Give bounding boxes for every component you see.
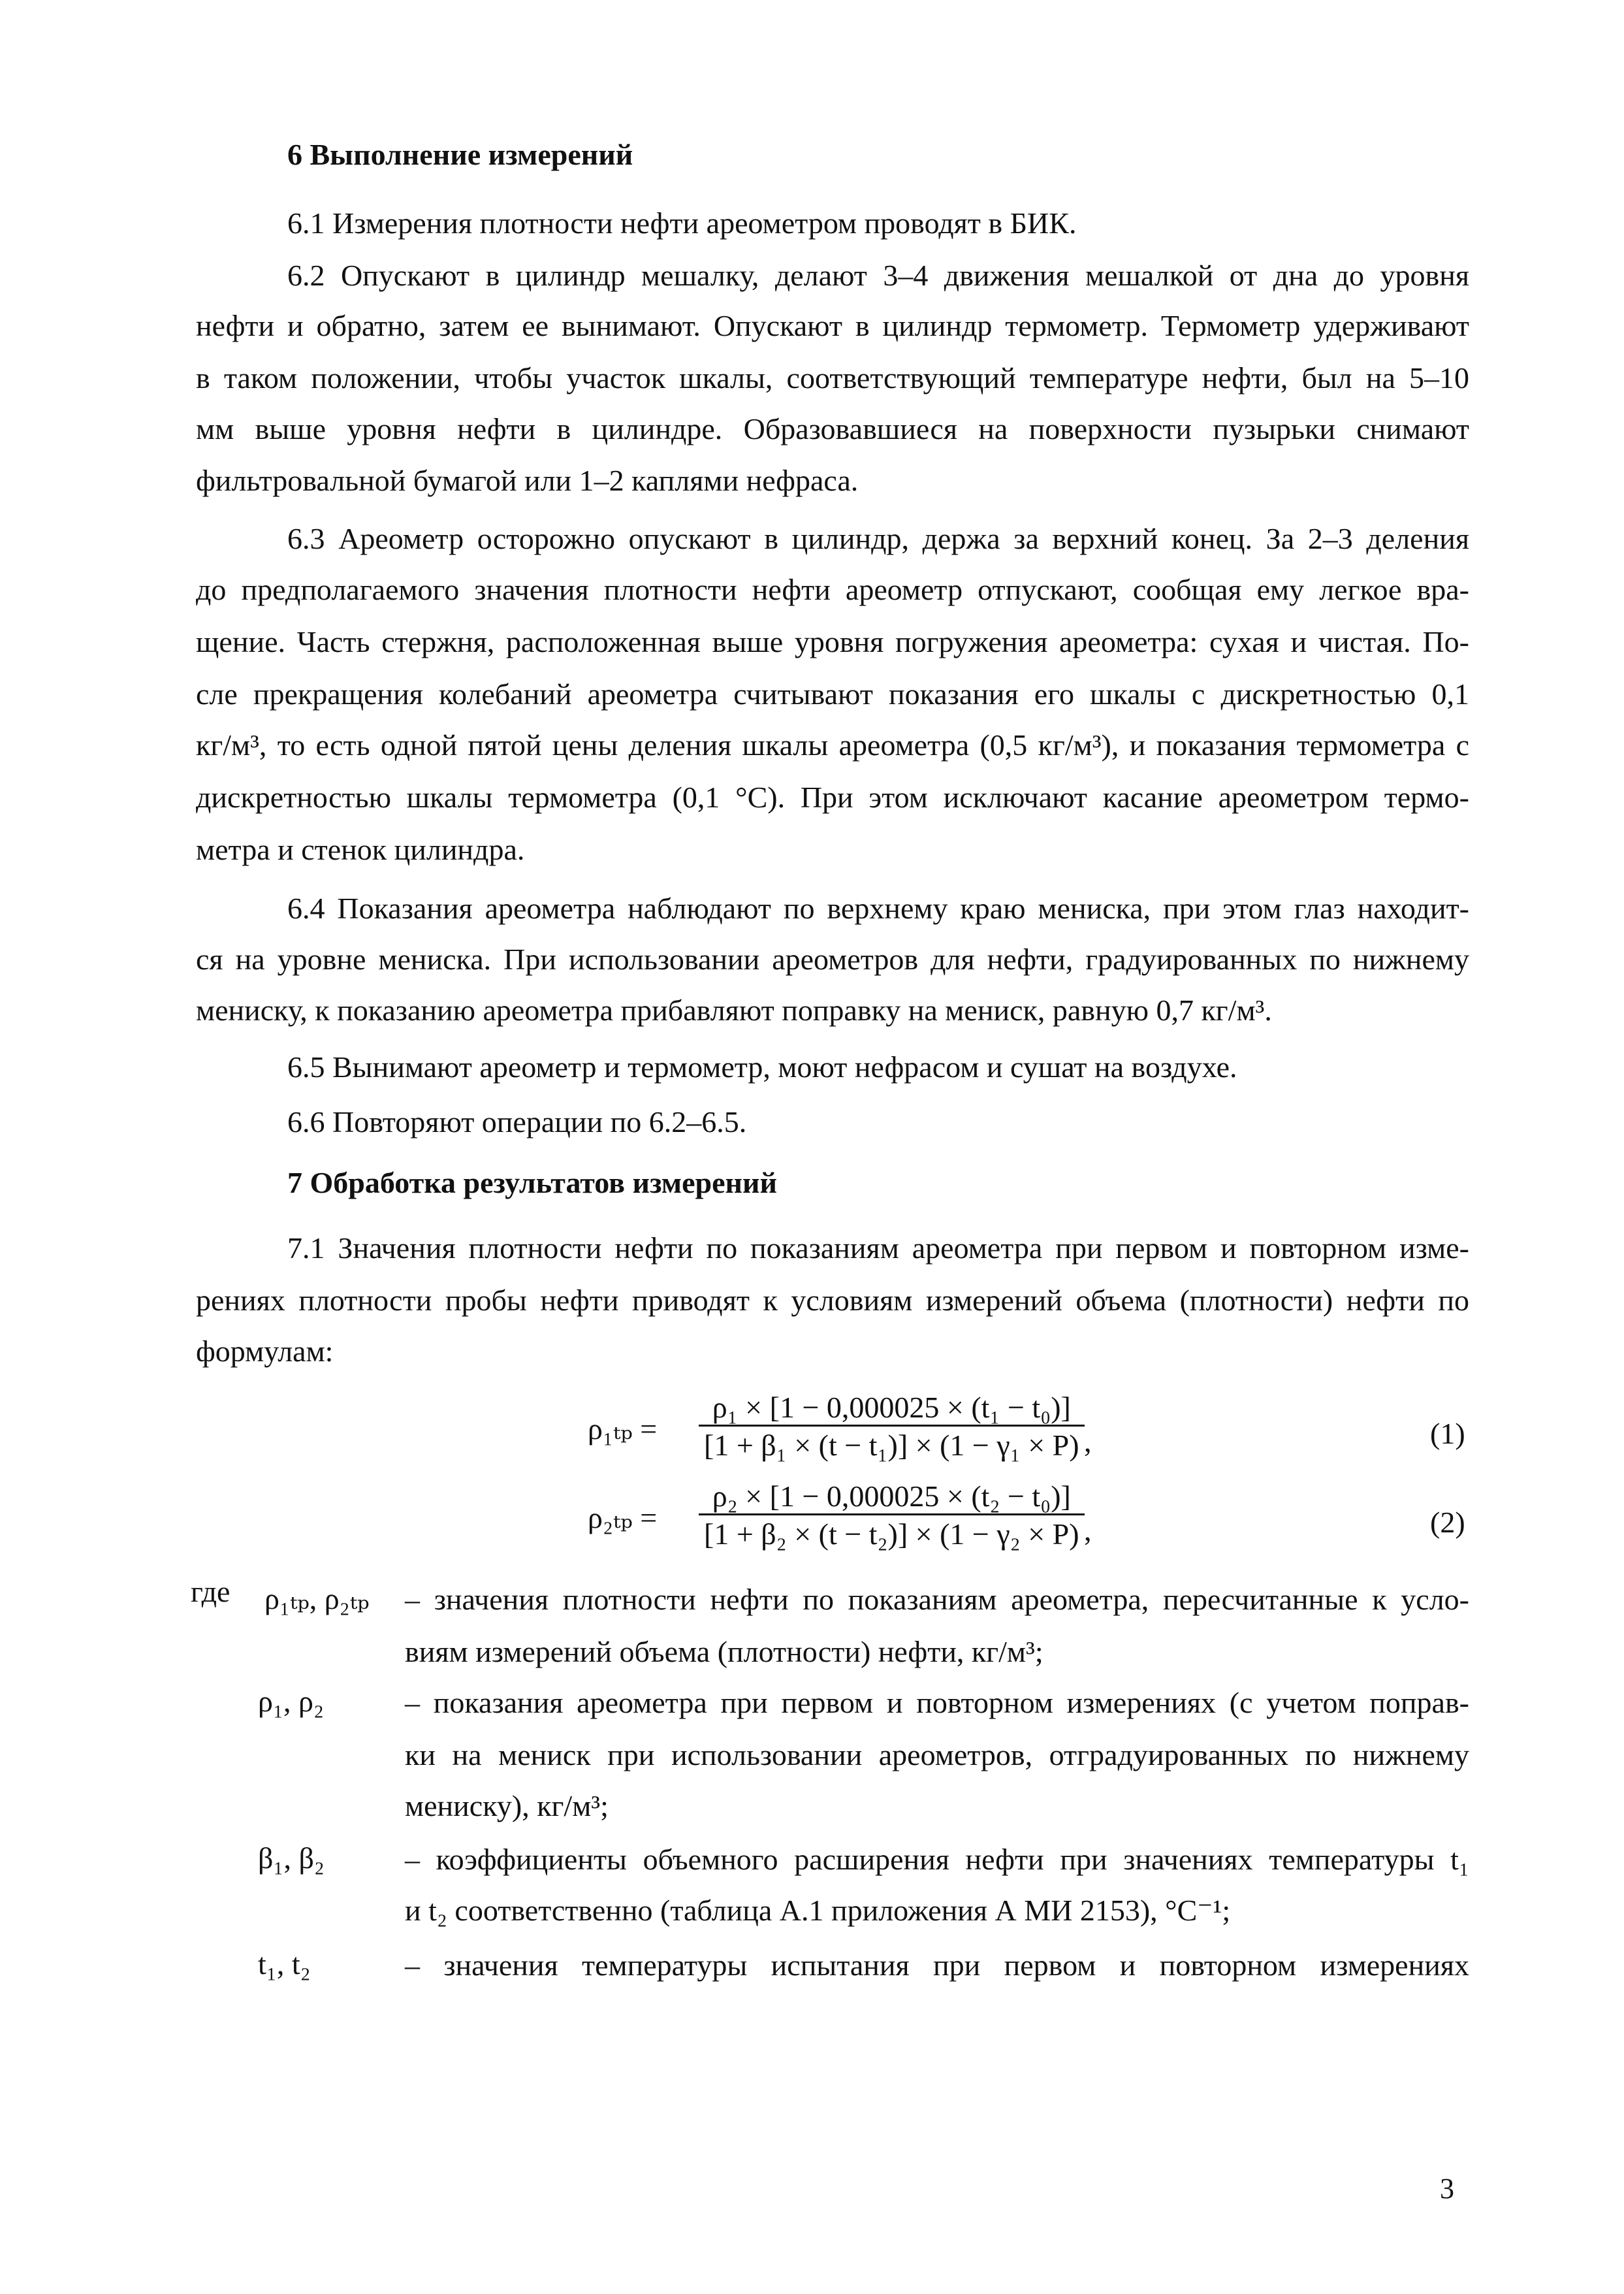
formula-1-tail: , [1084,1425,1092,1458]
page-number: 3 [1440,2173,1454,2205]
paragraph-6-6: 6.6 Повторяют операции по 6.2–6.5. [287,1105,747,1139]
paragraph-6-3-line-2: до предполагаемого значения плотности нефти ареометр отпускают, сообщая ему легкое вра- [196,573,1469,606]
paragraph-6-2-line-3: в таком положении, чтобы участок шкалы, соответствующий температуре нефти, был на 5–10 [196,361,1469,395]
formula-1-numerator: ρ₁ × [1 − 0,000025 × (t₁ − t₀)] [712,1391,1071,1424]
formula-2-numerator: ρ₂ × [1 − 0,000025 × (t₂ − t₀)] [712,1479,1071,1513]
paragraph-6-3-line-7: метра и стенок цилиндра. [196,833,525,866]
paragraph-6-3-line-6: дискретностью шкалы термометра (0,1 °С). При этом исключают касание ареометром термо- [196,781,1469,814]
definition-symbol-t: t₁, t₂ [258,1947,311,1980]
paragraph-6-2-line-4: мм выше уровня нефти в цилиндре. Образовавшиеся на поверхности пузырьки снимают [196,412,1469,445]
paragraph-6-3-line-1: 6.3 Ареометр осторожно опускают в цилиндр, держа за верхний конец. За 2–3 деления [287,522,1469,555]
paragraph-6-3-line-3: щение. Часть стержня, расположенная выше уровня погружения ареометра: сухая и чистая. По- [196,625,1469,658]
definition-rho-line-2: ки на мениск при использовании ареометров, отградуированных по нижнему [405,1738,1469,1771]
paragraph-6-4-line-3: мениску, к показанию ареометра прибавляют поправку на мениск, равную 0,7 кг/м³. [196,994,1272,1027]
definition-symbol-rho-tp: ρ₁ₜₚ, ρ₂ₜₚ [264,1582,370,1615]
formula-2 [588,1479,1241,1557]
definition-rho-line-3: мениску), кг/м³; [405,1789,609,1822]
formula-1-fraction [699,1390,1085,1462]
section-6-heading: 6 Выполнение измерений [287,138,633,171]
definition-rho-tp-line-1: – значения плотности нефти по показаниям ареометра, пересчитанные к усло- [405,1583,1469,1616]
formula-2-tail: , [1084,1513,1092,1547]
paragraph-6-2-line-5: фильтровальной бумагой или 1–2 каплями нефраса. [196,464,859,497]
where-label: где [191,1575,231,1608]
paragraph-7-1-line-2: рениях плотности пробы нефти приводят к условиям измерений объема (плотности) нефти по [196,1284,1469,1317]
formula-1-denominator: [1 + β₁ × (t − t₁)] × (1 − γ₁ × P) [699,1425,1085,1462]
paragraph-6-3-line-5: кг/м³, то есть одной пятой цены деления шкалы ареометра (0,5 кг/м³), и показания термометра с [196,728,1469,762]
paragraph-6-2-line-1: 6.2 Опускают в цилиндр мешалку, делают 3–4 движения мешалкой от дна до уровня [287,259,1469,292]
formula-2-lhs: ρ₂ₜₚ = [588,1501,658,1534]
formula-1-number: (1) [1430,1417,1465,1450]
paragraph-7-1-line-1: 7.1 Значения плотности нефти по показаниям ареометра при первом и повторном изме- [287,1231,1469,1265]
paragraph-6-2-line-2: нефти и обратно, затем ее вынимают. Опускают в цилиндр термометр. Термометр удерживают [196,309,1469,342]
definition-symbol-rho: ρ₁, ρ₂ [258,1685,324,1718]
formula-2-number: (2) [1430,1506,1465,1539]
definition-t-line-1: – значения температуры испытания при первом и повторном измерениях [405,1948,1469,1982]
paragraph-6-5: 6.5 Вынимают ареометр и термометр, моют нефрасом и сушат на воздухе. [287,1050,1237,1084]
definition-symbol-beta: β₁, β₂ [258,1841,325,1875]
formula-2-fraction [699,1479,1085,1551]
definition-rho-line-1: – показания ареометра при первом и повторном измерениях (с учетом поправ- [405,1686,1469,1719]
paragraph-7-1-line-3: формулам: [196,1334,334,1368]
paragraph-6-1: 6.1 Измерения плотности нефти ареометром проводят в БИК. [287,206,1077,240]
definition-rho-tp-line-2: виям измерений объема (плотности) нефти, кг/м³; [405,1635,1043,1668]
paragraph-6-4-line-2: ся на уровне мениска. При использовании ареометров для нефти, градуированных по нижнему [196,943,1469,976]
formula-1-lhs: ρ₁ₜₚ = [588,1412,658,1446]
definition-beta-line-2: и t₂ соответственно (таблица А.1 приложения А МИ 2153), °С⁻¹; [405,1894,1231,1927]
paragraph-6-3-line-4: сле прекращения колебаний ареометра считывают показания его шкалы с дискретностью 0,1 [196,677,1469,711]
formula-2-denominator: [1 + β₂ × (t − t₂)] × (1 − γ₂ × P) [699,1513,1085,1551]
section-7-heading: 7 Обработка результатов измерений [287,1166,778,1199]
paragraph-6-4-line-1: 6.4 Показания ареометра наблюдают по верхнему краю мениска, при этом глаз находит- [287,892,1469,925]
formula-1 [588,1390,1241,1468]
definition-beta-line-1: – коэффициенты объемного расширения нефти при значениях температуры t₁ [405,1843,1469,1876]
